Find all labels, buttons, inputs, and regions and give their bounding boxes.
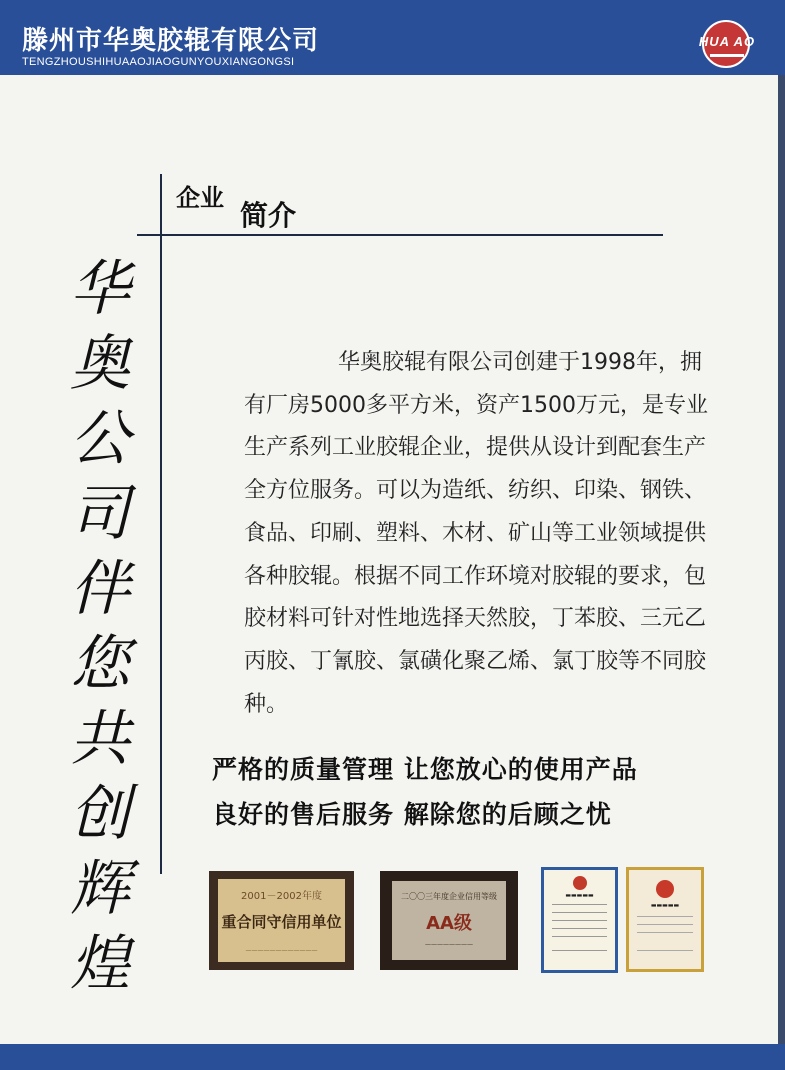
- text-line: [552, 928, 607, 929]
- plaque-face: [392, 881, 506, 960]
- vertical-rule: [160, 174, 162, 874]
- calligraphy-char: 辉: [70, 854, 130, 924]
- certificate-title-lines: ▬▬▬▬▬: [650, 902, 680, 909]
- calligraphy-char: 司: [70, 479, 130, 549]
- text-line: [637, 932, 693, 933]
- quality-certificate: [541, 867, 618, 973]
- text-line: [637, 916, 693, 917]
- calligraphy-char: 华: [70, 254, 130, 324]
- plaque-year: 2001－2002年度: [241, 891, 322, 902]
- company-name-cn: 滕州市华奥胶辊有限公司: [22, 26, 320, 56]
- calligraphy-char: 公: [70, 404, 130, 474]
- text-line: [552, 936, 607, 937]
- company-intro-paragraph: 华奥胶辊有限公司创建于1998年，拥有厂房5000多平方米，资产1500万元，是专业生产系列工业胶辊企业，提供从设计到配套生产全方位服务。可以为造纸、纺织、印染、钢铁、食品、印刷、塑料、木材、矿山等工业领域提供各种胶辊。根据不同工作环境对胶辊的要求，包胶材料可针对性地选择天然胶，丁苯胶、三元乙丙胶、丁氰胶、氯磺化聚乙烯、氯丁胶等不同胶种。: [244, 350, 708, 717]
- calligraphy-char: 煌: [70, 929, 130, 999]
- text-line: [637, 924, 693, 925]
- calligraphy-char: 创: [70, 779, 130, 849]
- text-line: [552, 904, 607, 905]
- section-title-part1: 企业: [176, 183, 224, 212]
- certificate-title-lines: ▬▬▬▬▬: [565, 892, 594, 899]
- company-name-en: TENGZHOUSHIHUAAOJIAOGUNYOUXIANGONGSI: [22, 56, 295, 68]
- text-line: [552, 912, 607, 913]
- plaque-title: 重合同守信用单位: [221, 913, 342, 931]
- aa-rating-plaque: [380, 871, 518, 970]
- credit-unit-plaque: [209, 871, 354, 970]
- plaque-issuer: ————————————: [245, 947, 318, 954]
- section-title-part2: 简介: [240, 199, 297, 232]
- text-line: [552, 920, 607, 921]
- quality-slogan: 严格的质量管理 让您放心的使用产品: [212, 755, 638, 784]
- plaque-face: [218, 879, 345, 962]
- page-footer-bar: [0, 1044, 785, 1070]
- text-line: [552, 950, 607, 951]
- emblem-icon: [656, 880, 674, 898]
- plaque-year: 二〇〇三年度企业信用等级: [401, 892, 497, 901]
- calligraphy-char: 奥: [70, 329, 130, 399]
- company-logo: [694, 20, 760, 68]
- page-header: [0, 0, 785, 75]
- calligraphy-char: 共: [70, 704, 130, 774]
- service-slogan: 良好的售后服务 解除您的后顾之忧: [212, 800, 612, 829]
- horizontal-rule: [137, 234, 663, 236]
- high-tech-certificate: [626, 867, 704, 972]
- vertical-calligraphy-slogan: [60, 252, 140, 1002]
- page-edge: [778, 75, 785, 1045]
- calligraphy-char: 伴: [70, 554, 130, 624]
- logo-text: HUA AO: [698, 34, 756, 49]
- logo-underline: [710, 54, 744, 57]
- calligraphy-char: 您: [70, 629, 130, 699]
- text-line: [637, 950, 693, 951]
- national-emblem-icon: [573, 876, 587, 890]
- plaque-title: AA级: [426, 913, 472, 934]
- plaque-issuer: ————————: [425, 941, 473, 948]
